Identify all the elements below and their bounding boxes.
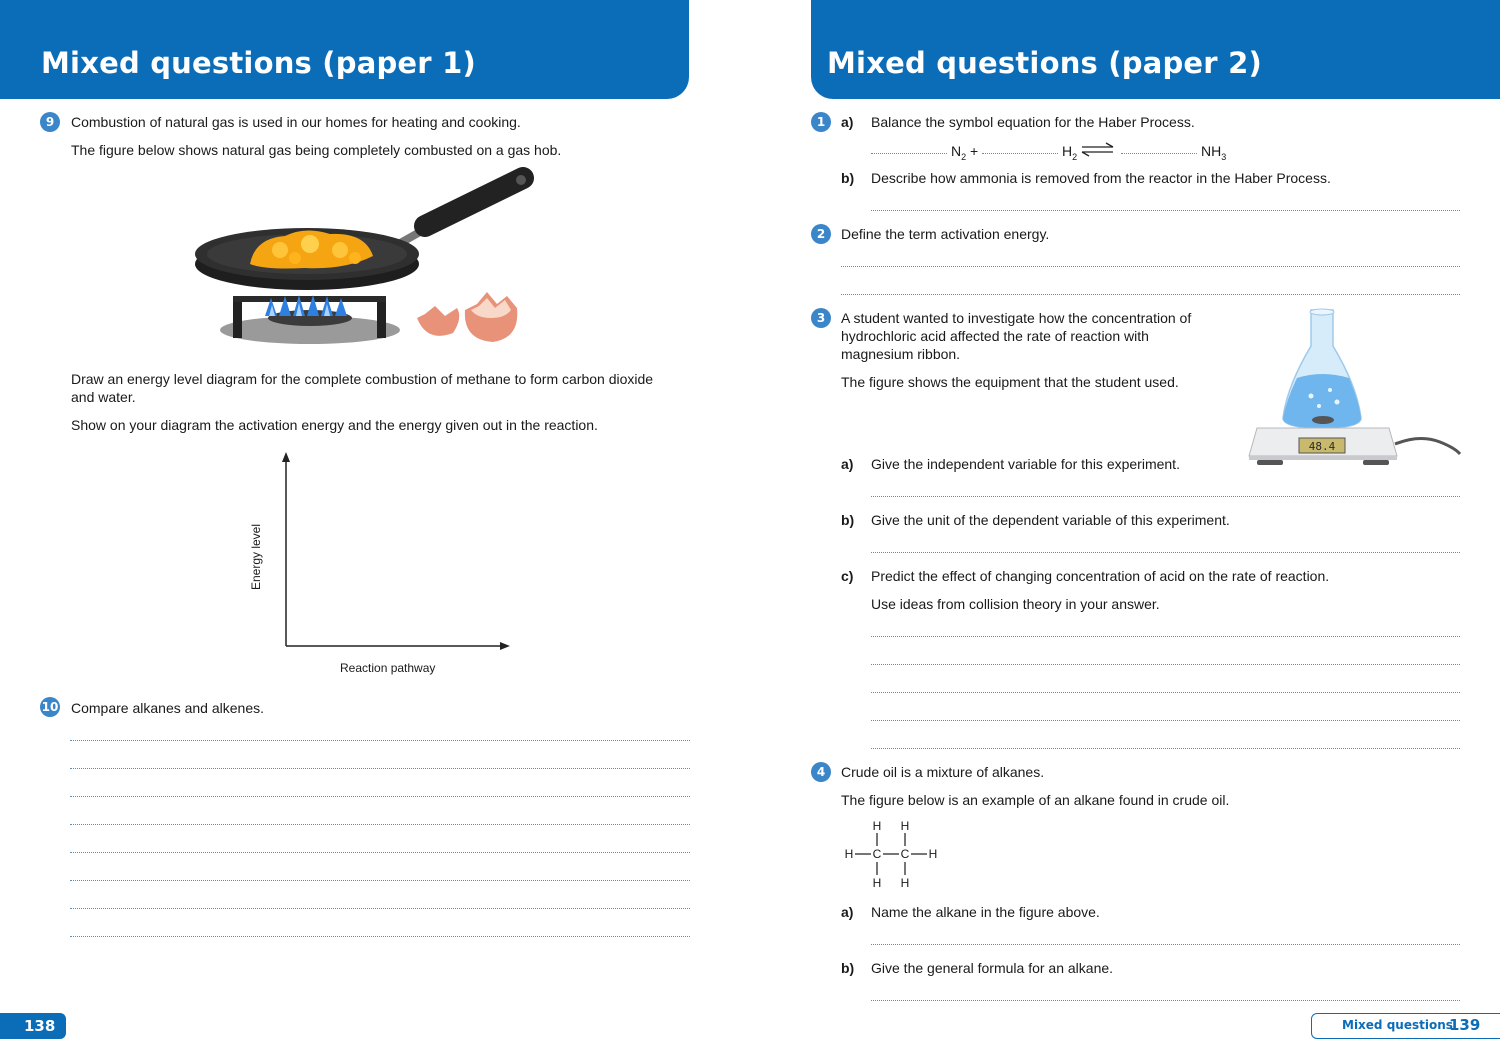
q2-text: Define the term activation energy. — [841, 226, 1050, 242]
equation-h2: $H_2$ — [1062, 143, 1078, 162]
question-9-badge: 9 — [40, 112, 60, 132]
q9-figure-text: The figure below shows natural gas being completely combusted on a gas hob. — [71, 142, 562, 158]
answer-line[interactable] — [871, 664, 1460, 665]
answer-line[interactable] — [871, 692, 1460, 693]
atom-h: H — [872, 819, 882, 833]
x-axis-label: Reaction pathway — [340, 661, 436, 675]
title-banner — [0, 0, 689, 99]
answer-line[interactable] — [70, 852, 690, 853]
page-title: Mixed questions (paper 1) — [41, 46, 476, 80]
y-axis-arrow-icon — [282, 452, 290, 462]
q3-part-a-text: Give the independent variable for this experiment. — [871, 456, 1180, 472]
atom-h: H — [900, 876, 910, 890]
page-number-tab: 138 — [0, 1013, 66, 1039]
x-axis-arrow-icon — [500, 642, 510, 650]
q3-part-c-text: Predict the effect of changing concentration of acid on the rate of reaction. — [871, 568, 1330, 584]
conical-flask-on-balance-illustration — [1245, 306, 1465, 468]
q9-task-text: Draw an energy level diagram for the complete combustion of methane to form carbon dioxide and water. — [71, 371, 654, 405]
balance-display: 48.4 — [1308, 440, 1336, 453]
question-4-badge: 4 — [811, 762, 831, 782]
atom-h: H — [872, 876, 882, 890]
equation-blank-2[interactable] — [982, 153, 1058, 154]
q4-part-b-text: Give the general formula for an alkane. — [871, 960, 1114, 976]
answer-line[interactable] — [871, 210, 1460, 211]
answer-line[interactable] — [871, 496, 1460, 497]
answer-line[interactable] — [841, 294, 1460, 295]
answer-line[interactable] — [871, 720, 1460, 721]
reversible-arrow-icon — [1080, 143, 1116, 157]
equation-n2: $N_2$ + — [951, 143, 979, 162]
answer-line[interactable] — [70, 880, 690, 881]
q3-figure-text: The figure shows the equipment that the student used. — [841, 374, 1179, 390]
question-2-badge: 2 — [811, 224, 831, 244]
q3-intro-text: A student wanted to investigate how the concentration of hydrochloric acid affected the rate of reaction with magnesium ribbon. — [841, 310, 1192, 362]
q4-figure-text: The figure below is an example of an alkane found in crude oil. — [841, 792, 1230, 808]
question-3-badge: 3 — [811, 308, 831, 328]
answer-line[interactable] — [871, 944, 1460, 945]
q1-part-b-label: b) — [841, 170, 855, 186]
answer-line[interactable] — [871, 748, 1460, 749]
ethane-structural-formula — [840, 816, 940, 892]
atom-h: H — [928, 847, 938, 861]
answer-line[interactable] — [871, 552, 1460, 553]
atom-c: C — [872, 847, 882, 861]
q4-part-a-label: a) — [841, 904, 854, 920]
answer-line[interactable] — [871, 1000, 1460, 1001]
page-number: 139 — [1449, 1016, 1481, 1034]
answer-line[interactable] — [70, 908, 690, 909]
atom-c: C — [900, 847, 910, 861]
atom-h: H — [844, 847, 854, 861]
answer-line[interactable] — [70, 740, 690, 741]
title-banner — [811, 0, 1500, 99]
q3-part-c-hint: Use ideas from collision theory in your answer. — [871, 596, 1160, 612]
q3-part-a-label: a) — [841, 456, 854, 472]
question-10-badge: 10 — [40, 697, 60, 717]
q3-part-c-label: c) — [841, 568, 854, 584]
answer-line[interactable] — [871, 636, 1460, 637]
footer-tab — [1311, 1013, 1500, 1039]
answer-line[interactable] — [70, 824, 690, 825]
q4-part-a-text: Name the alkane in the figure above. — [871, 904, 1100, 920]
q1-part-a-text: Balance the symbol equation for the Haber Process. — [871, 114, 1195, 130]
answer-line[interactable] — [841, 266, 1460, 267]
energy-level-axes — [280, 452, 520, 652]
atom-h: H — [900, 819, 910, 833]
q9-task-detail-text: Show on your diagram the activation energy and the energy given out in the reaction. — [71, 417, 598, 433]
y-axis-label: Energy level — [249, 523, 263, 591]
q1-part-a-label: a) — [841, 114, 854, 130]
answer-line[interactable] — [70, 796, 690, 797]
gas-hob-frying-pan-illustration — [195, 168, 535, 350]
q4-intro-text: Crude oil is a mixture of alkanes. — [841, 764, 1045, 780]
q1-part-b-text: Describe how ammonia is removed from the reactor in the Haber Process. — [871, 170, 1331, 186]
question-1-badge: 1 — [811, 112, 831, 132]
equation-nh3: $NH_3$ — [1201, 143, 1227, 162]
q9-intro-text: Combustion of natural gas is used in our homes for heating and cooking. — [71, 114, 521, 130]
answer-line[interactable] — [70, 768, 690, 769]
q3-part-b-label: b) — [841, 512, 855, 528]
page-title: Mixed questions (paper 2) — [827, 46, 1262, 80]
footer-section-label: Mixed questions — [1342, 1018, 1453, 1032]
q3-part-b-text: Give the unit of the dependent variable of this experiment. — [871, 512, 1230, 528]
equation-blank-3[interactable] — [1121, 153, 1197, 154]
right-page — [750, 0, 1500, 1064]
answer-line[interactable] — [70, 936, 690, 937]
q4-part-b-label: b) — [841, 960, 855, 976]
equation-blank-1[interactable] — [871, 153, 947, 154]
q10-text: Compare alkanes and alkenes. — [71, 700, 265, 716]
